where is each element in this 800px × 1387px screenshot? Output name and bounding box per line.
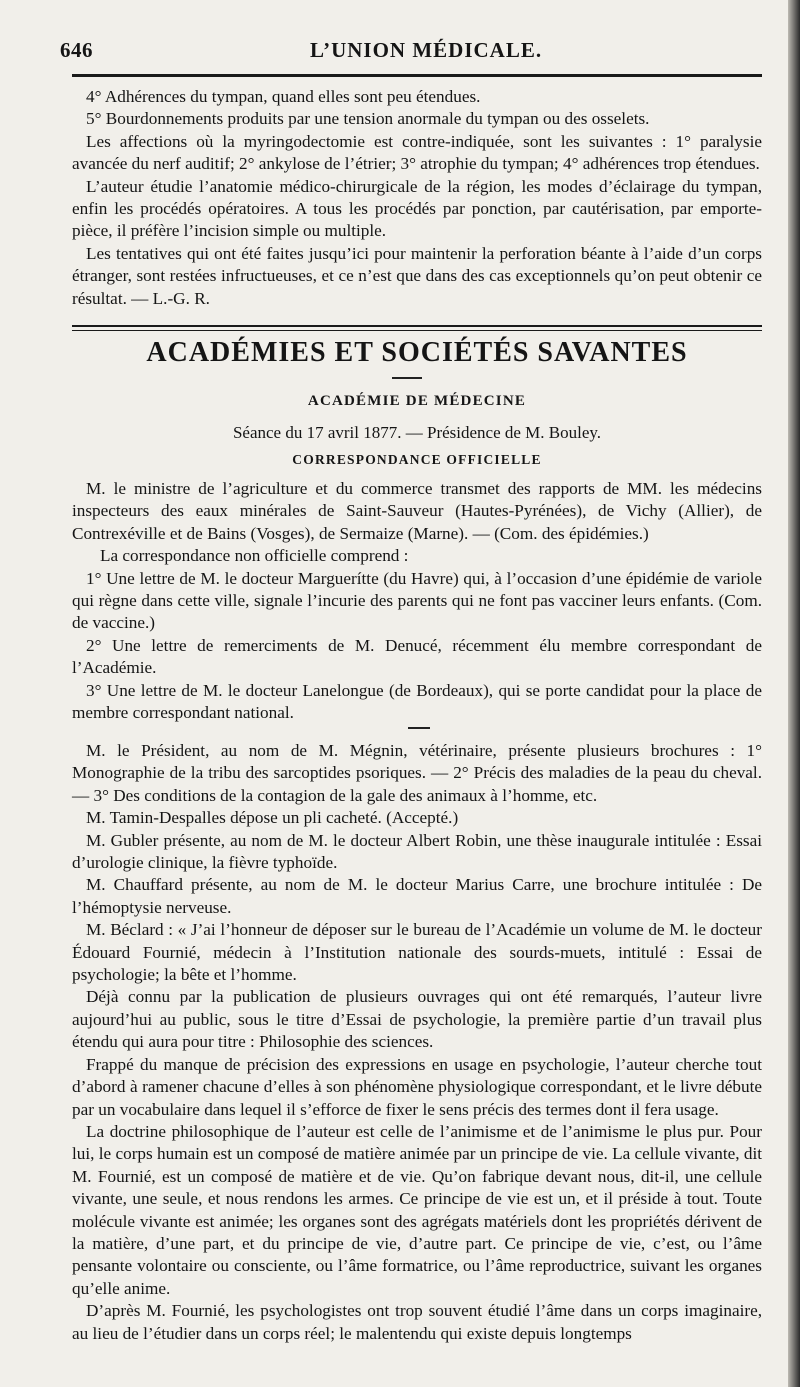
- presentations-section: [72, 740, 762, 1345]
- chauffard-paragraph: M. Chauffard présente, au nom de M. le docteur Marius Carre, une brochure intitulée : De l’hémoptysie nerveuse.: [72, 875, 762, 917]
- unofficial-intro: La correspondance non officielle comprend :: [100, 546, 409, 566]
- running-title: L’UNION MÉDICALE.: [310, 38, 543, 62]
- apres-paragraph: D’après M. Fournié, les psychologistes ont trop souvent étudié l’âme dans un corps imaginaire, au lieu de l’étudier dans un corps réel; le malentendu qui existe depuis longtemps: [72, 1301, 762, 1343]
- correspondence-heading: CORRESPONDANCE OFFICIELLE: [292, 452, 542, 467]
- minister-paragraph: M. le ministre de l’agriculture et du commerce transmet des rapports de MM. les médecins inspecteurs des eaux minérales de Saint-Sauveur (Hautes-Pyrénées), de Vichy (Allier), de Contrexéville et de Bains (Vosges), de Sermaize (Marne). — (Com. des épidémies.): [72, 479, 762, 543]
- section-rule-top: [72, 325, 762, 327]
- correspondence-section: [72, 478, 762, 724]
- title-dash: [392, 377, 422, 379]
- letter-3: 3° Une lettre de M. le docteur Lanelongue (de Bordeaux), qui se porte candidat pour la place de membre correspondant national.: [72, 680, 762, 723]
- header-rule: [72, 74, 762, 77]
- deja-paragraph: Déjà connu par la publication de plusieurs ouvrages qui ont été remarqués, l’auteur livre aujourd’hui au public, sous le titre d’Essai de psychologie, la première partie d’un travail plus étendu qui aura pour titre : Philosophie des sciences.: [72, 987, 762, 1052]
- doctrine-paragraph: La doctrine philosophique de l’auteur est celle de l’animisme et de l’animisme le plus pur. Pour lui, le corps humain est un composé de matière animée par un principe de vie. La cellule vivante, dit M. Fournié, est un composé de matière et de vie. Qu’on fabrique devant nous, dit-il, une cellule vivante, une seule, et nous rendons les armes. Ce principe de vie est un, et il préside à tout. Toute molécule vivante est animée; les organes sont des agrégats matériels dont les propriétés dérivent de la matière, d’une part, et du principe de vie, d’autre part. Ce principe de vie, c’est, ou l’âme pensante volontaire ou consciente, ou l’âme formatrice, ou l’âme reproductrice, suivant les organes qu’elle anime.: [72, 1121, 762, 1298]
- page-number: 646: [60, 38, 93, 62]
- anatomy-paragraph: L’auteur étudie l’anatomie médico-chirurgicale de la région, les modes d’éclairage du tympan, enfin les procédés opératoires. A tous les procédés par ponction, par cautérisation, par emporte-pièce, il préfère l’incision simple ou multiple.: [72, 176, 762, 241]
- president-paragraph: M. le Président, au nom de M. Mégnin, vétérinaire, présente plusieurs brochures : 1° Monographie de la tribu des sarcoptides psoriques. — 2° Précis des maladies de la peau du cheval. — 3° Des conditions de la contagion de la gale des animaux à l’homme, etc.: [72, 741, 762, 805]
- tamin-paragraph: M. Tamin-Despalles dépose un pli cacheté. (Accepté.): [86, 808, 459, 828]
- session-line: Séance du 17 avril 1877. — Présidence de M. Bouley.: [232, 423, 602, 442]
- item-4: 4° Adhérences du tympan, quand elles sont peu étendues.: [86, 87, 481, 106]
- book-edge: [788, 0, 800, 1387]
- letter-1: 1° Une lettre de M. le docteur Marguerítte (du Havre) qui, à l’occasion d’une épidémie de variole qui règne dans cette ville, signale l’incurie des parents qui ne font pas vacciner leurs enfants. (Com. de vaccine.): [72, 568, 762, 633]
- letter-2: 2° Une lettre de remerciments de M. Denucé, récemment élu membre correspondant de l’Académie.: [72, 635, 762, 678]
- section-title: ACADÉMIES ET SOCIÉTÉS SAVANTES: [146, 337, 688, 368]
- contraindications-paragraph: Les affections où la myringodectomie est contre-indiquée, sont les suivantes : 1° paralysie avancée du nerf auditif; 2° ankylose de l’étrier; 3° atrophie du tympan; 4° adhérences trop étendues.: [72, 131, 762, 174]
- top-section: [72, 86, 762, 310]
- academy-subtitle: ACADÉMIE DE MÉDECINE: [307, 393, 527, 409]
- item-5: 5° Bourdonnements produits par une tension anormale du tympan ou des osselets.: [86, 109, 650, 129]
- page-header: [60, 38, 760, 68]
- gubler-paragraph: M. Gubler présente, au nom de M. le docteur Albert Robin, une thèse inaugurale intitulée : Essai d’urologie clinique, la fièvre typhoïde.: [72, 830, 762, 873]
- section-rule-bottom: [72, 330, 762, 331]
- attempts-paragraph: Les tentatives qui ont été faites jusqu’ici pour maintenir la perforation béante à l’aide d’un corps étranger, sont restées infructueuses, et ce n’est que dans des cas exceptionnels qu’on peut obtenir ce résultat. — L.-G. R.: [72, 243, 762, 308]
- frappe-paragraph: Frappé du manque de précision des expressions en usage en psychologie, l’auteur cherche tout d’abord à ramener chacune d’elles à son phénomène physiologique correspondant, et le livre débute par un vocabulaire dans lequel il s’efforce de fixer le sens précis des termes dont il fera usage.: [72, 1054, 762, 1119]
- separator-dash: [408, 727, 430, 729]
- beclard-paragraph: M. Béclard : « J’ai l’honneur de déposer sur le bureau de l’Académie un volume de M. le docteur Édouard Fournié, médecin à l’Institution nationale des sourds-muets, intitulé : Essai de psychologie; la bête et l’homme.: [72, 920, 762, 985]
